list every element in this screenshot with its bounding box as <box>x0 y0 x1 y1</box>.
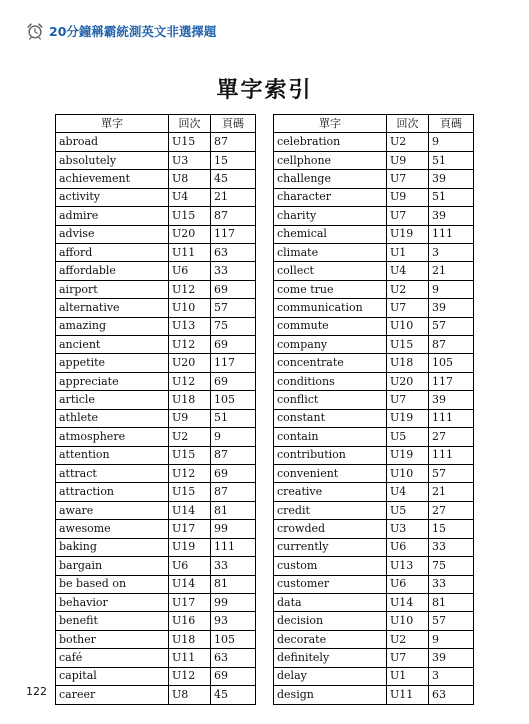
alarm-clock-icon <box>26 22 44 40</box>
entry-page: 39 <box>429 391 474 409</box>
table-row <box>56 630 256 648</box>
entry-unit: U2 <box>169 428 211 446</box>
entry-word: constant <box>274 409 387 427</box>
entry-word: amazing <box>56 317 169 335</box>
entry-page: 27 <box>429 428 474 446</box>
entry-page: 45 <box>211 686 256 704</box>
table-row <box>56 133 256 151</box>
entry-page: 27 <box>429 501 474 519</box>
column-header-page: 頁碼 <box>429 115 474 133</box>
entry-page: 39 <box>429 170 474 188</box>
entry-page: 51 <box>211 409 256 427</box>
entry-word: be based on <box>56 575 169 593</box>
entry-unit: U4 <box>387 483 429 501</box>
entry-unit: U9 <box>387 151 429 169</box>
entry-word: customer <box>274 575 387 593</box>
entry-unit: U2 <box>387 630 429 648</box>
table-row <box>274 409 474 427</box>
entry-page: 81 <box>211 501 256 519</box>
entry-word: decorate <box>274 630 387 648</box>
table-row <box>56 686 256 704</box>
entry-page: 63 <box>429 686 474 704</box>
table-row <box>56 299 256 317</box>
index-body-left <box>56 133 256 704</box>
table-row <box>274 501 474 519</box>
entry-page: 69 <box>211 336 256 354</box>
entry-unit: U7 <box>387 299 429 317</box>
entry-page: 63 <box>211 649 256 667</box>
entry-page: 93 <box>211 612 256 630</box>
entry-unit: U1 <box>387 243 429 261</box>
entry-word: credit <box>274 501 387 519</box>
table-row <box>274 428 474 446</box>
entry-unit: U4 <box>169 188 211 206</box>
entry-unit: U19 <box>387 409 429 427</box>
table-row <box>56 170 256 188</box>
entry-word: attract <box>56 465 169 483</box>
table-row <box>274 612 474 630</box>
entry-word: activity <box>56 188 169 206</box>
entry-unit: U20 <box>169 354 211 372</box>
table-row <box>274 299 474 317</box>
entry-page: 111 <box>429 225 474 243</box>
entry-word: definitely <box>274 649 387 667</box>
entry-word: abroad <box>56 133 169 151</box>
entry-word: afford <box>56 243 169 261</box>
entry-unit: U4 <box>387 262 429 280</box>
entry-word: bother <box>56 630 169 648</box>
entry-unit: U12 <box>169 372 211 390</box>
table-row <box>56 649 256 667</box>
entry-unit: U19 <box>387 446 429 464</box>
entry-unit: U20 <box>169 225 211 243</box>
page-title: 單字索引 <box>216 78 313 103</box>
entry-unit: U15 <box>169 133 211 151</box>
entry-word: decision <box>274 612 387 630</box>
entry-word: benefit <box>56 612 169 630</box>
table-row <box>274 317 474 335</box>
entry-unit: U10 <box>387 612 429 630</box>
entry-page: 117 <box>429 372 474 390</box>
table-row <box>56 409 256 427</box>
entry-page: 3 <box>429 667 474 685</box>
entry-page: 9 <box>211 428 256 446</box>
entry-page: 87 <box>211 483 256 501</box>
entry-word: career <box>56 686 169 704</box>
entry-word: custom <box>274 557 387 575</box>
table-row <box>274 280 474 298</box>
table-header-row <box>274 115 474 133</box>
table-row <box>274 133 474 151</box>
entry-word: airport <box>56 280 169 298</box>
entry-unit: U2 <box>387 133 429 151</box>
entry-unit: U3 <box>169 151 211 169</box>
entry-page: 105 <box>211 391 256 409</box>
entry-page: 69 <box>211 280 256 298</box>
table-row <box>56 428 256 446</box>
table-row <box>274 630 474 648</box>
entry-unit: U18 <box>387 354 429 372</box>
entry-unit: U15 <box>169 207 211 225</box>
entry-unit: U8 <box>169 686 211 704</box>
table-row <box>274 151 474 169</box>
entry-unit: U9 <box>169 409 211 427</box>
entry-page: 75 <box>211 317 256 335</box>
entry-page: 15 <box>211 151 256 169</box>
table-row <box>274 649 474 667</box>
entry-word: collect <box>274 262 387 280</box>
entry-unit: U14 <box>169 575 211 593</box>
entry-unit: U5 <box>387 428 429 446</box>
table-row <box>274 483 474 501</box>
entry-page: 105 <box>429 354 474 372</box>
entry-unit: U16 <box>169 612 211 630</box>
entry-page: 81 <box>211 575 256 593</box>
entry-unit: U7 <box>387 207 429 225</box>
table-row <box>56 612 256 630</box>
entry-word: design <box>274 686 387 704</box>
table-row <box>56 225 256 243</box>
entry-word: capital <box>56 667 169 685</box>
entry-word: delay <box>274 667 387 685</box>
table-row <box>274 593 474 611</box>
entry-page: 117 <box>211 225 256 243</box>
table-row <box>56 465 256 483</box>
table-row <box>56 391 256 409</box>
table-row <box>56 207 256 225</box>
entry-word: come true <box>274 280 387 298</box>
table-row <box>56 151 256 169</box>
entry-word: contain <box>274 428 387 446</box>
entry-word: awesome <box>56 520 169 538</box>
book-title: 20分鐘稱霸統測英文非選擇題 <box>49 24 217 39</box>
table-row <box>56 575 256 593</box>
entry-unit: U20 <box>387 372 429 390</box>
table-row <box>56 557 256 575</box>
entry-unit: U7 <box>387 170 429 188</box>
entry-page: 87 <box>429 336 474 354</box>
entry-word: advise <box>56 225 169 243</box>
entry-page: 57 <box>429 317 474 335</box>
entry-unit: U13 <box>387 557 429 575</box>
entry-unit: U6 <box>169 262 211 280</box>
table-row <box>274 336 474 354</box>
table-row <box>56 188 256 206</box>
entry-word: achievement <box>56 170 169 188</box>
entry-page: 57 <box>429 612 474 630</box>
entry-unit: U2 <box>387 280 429 298</box>
table-row <box>274 520 474 538</box>
entry-word: cellphone <box>274 151 387 169</box>
entry-unit: U12 <box>169 667 211 685</box>
entry-unit: U11 <box>169 243 211 261</box>
entry-word: appetite <box>56 354 169 372</box>
entry-page: 87 <box>211 207 256 225</box>
entry-word: challenge <box>274 170 387 188</box>
entry-page: 39 <box>429 649 474 667</box>
entry-unit: U12 <box>169 280 211 298</box>
entry-word: concentrate <box>274 354 387 372</box>
entry-unit: U11 <box>169 649 211 667</box>
entry-page: 99 <box>211 520 256 538</box>
entry-page: 111 <box>211 538 256 556</box>
column-header-unit: 回次 <box>387 115 429 133</box>
entry-page: 51 <box>429 151 474 169</box>
entry-unit: U6 <box>169 557 211 575</box>
table-row <box>56 280 256 298</box>
column-header-word: 單字 <box>274 115 387 133</box>
entry-page: 9 <box>429 630 474 648</box>
table-row <box>274 188 474 206</box>
entry-word: behavior <box>56 593 169 611</box>
table-row <box>274 372 474 390</box>
entry-unit: U14 <box>169 501 211 519</box>
entry-word: climate <box>274 243 387 261</box>
entry-word: contribution <box>274 446 387 464</box>
entry-unit: U17 <box>169 593 211 611</box>
entry-page: 87 <box>211 133 256 151</box>
entry-unit: U6 <box>387 538 429 556</box>
entry-word: crowded <box>274 520 387 538</box>
entry-word: charity <box>274 207 387 225</box>
entry-unit: U10 <box>387 465 429 483</box>
entry-unit: U19 <box>387 225 429 243</box>
entry-word: conflict <box>274 391 387 409</box>
entry-word: data <box>274 593 387 611</box>
entry-unit: U7 <box>387 391 429 409</box>
entry-word: celebration <box>274 133 387 151</box>
entry-word: admire <box>56 207 169 225</box>
entry-page: 87 <box>211 446 256 464</box>
table-row <box>56 336 256 354</box>
table-row <box>274 354 474 372</box>
table-header-row <box>56 115 256 133</box>
entry-page: 99 <box>211 593 256 611</box>
entry-unit: U13 <box>169 317 211 335</box>
column-header-word: 單字 <box>56 115 169 133</box>
entry-unit: U8 <box>169 170 211 188</box>
table-row <box>274 225 474 243</box>
entry-unit: U12 <box>169 336 211 354</box>
entry-unit: U12 <box>169 465 211 483</box>
entry-unit: U19 <box>169 538 211 556</box>
entry-unit: U5 <box>387 501 429 519</box>
table-row <box>56 262 256 280</box>
entry-page: 9 <box>429 133 474 151</box>
entry-page: 105 <box>211 630 256 648</box>
entry-unit: U11 <box>387 686 429 704</box>
entry-word: athlete <box>56 409 169 427</box>
table-row <box>56 501 256 519</box>
entry-page: 69 <box>211 465 256 483</box>
entry-unit: U15 <box>169 446 211 464</box>
entry-word: affordable <box>56 262 169 280</box>
entry-word: bargain <box>56 557 169 575</box>
column-header-page: 頁碼 <box>211 115 256 133</box>
entry-word: alternative <box>56 299 169 317</box>
table-row <box>274 575 474 593</box>
entry-page: 81 <box>429 593 474 611</box>
entry-word: aware <box>56 501 169 519</box>
table-row <box>274 391 474 409</box>
table-row <box>274 538 474 556</box>
entry-word: atmosphere <box>56 428 169 446</box>
table-row <box>56 243 256 261</box>
table-row <box>274 170 474 188</box>
entry-page: 33 <box>429 538 474 556</box>
table-row <box>56 354 256 372</box>
entry-word: absolutely <box>56 151 169 169</box>
entry-page: 21 <box>211 188 256 206</box>
entry-page: 51 <box>429 188 474 206</box>
entry-unit: U17 <box>169 520 211 538</box>
table-row <box>274 686 474 704</box>
entry-page: 57 <box>429 465 474 483</box>
table-row <box>56 483 256 501</box>
entry-unit: U7 <box>387 649 429 667</box>
entry-page: 111 <box>429 446 474 464</box>
entry-page: 21 <box>429 262 474 280</box>
entry-word: creative <box>274 483 387 501</box>
entry-unit: U1 <box>387 667 429 685</box>
entry-unit: U18 <box>169 630 211 648</box>
entry-page: 117 <box>211 354 256 372</box>
entry-page: 3 <box>429 243 474 261</box>
entry-page: 75 <box>429 557 474 575</box>
entry-word: article <box>56 391 169 409</box>
entry-word: commute <box>274 317 387 335</box>
page-number: 122 <box>26 685 47 698</box>
table-row <box>274 667 474 685</box>
table-row <box>56 520 256 538</box>
entry-word: currently <box>274 538 387 556</box>
index-table-right <box>273 114 474 705</box>
entry-word: attraction <box>56 483 169 501</box>
table-row <box>56 372 256 390</box>
entry-page: 39 <box>429 299 474 317</box>
entry-word: character <box>274 188 387 206</box>
entry-word: attention <box>56 446 169 464</box>
entry-word: conditions <box>274 372 387 390</box>
table-row <box>274 207 474 225</box>
entry-page: 45 <box>211 170 256 188</box>
entry-page: 33 <box>429 575 474 593</box>
entry-word: café <box>56 649 169 667</box>
entry-unit: U3 <box>387 520 429 538</box>
entry-unit: U14 <box>387 593 429 611</box>
table-row <box>274 557 474 575</box>
entry-word: baking <box>56 538 169 556</box>
entry-page: 21 <box>429 483 474 501</box>
entry-page: 33 <box>211 262 256 280</box>
table-row <box>274 465 474 483</box>
entry-unit: U15 <box>169 483 211 501</box>
entry-word: convenient <box>274 465 387 483</box>
entry-unit: U6 <box>387 575 429 593</box>
entry-word: appreciate <box>56 372 169 390</box>
entry-word: chemical <box>274 225 387 243</box>
table-row <box>274 243 474 261</box>
table-row <box>56 446 256 464</box>
entry-page: 39 <box>429 207 474 225</box>
table-row <box>56 667 256 685</box>
index-body-right <box>274 133 474 704</box>
entry-unit: U10 <box>387 317 429 335</box>
entry-page: 63 <box>211 243 256 261</box>
entry-page: 15 <box>429 520 474 538</box>
entry-page: 57 <box>211 299 256 317</box>
running-header <box>26 20 216 42</box>
entry-unit: U10 <box>169 299 211 317</box>
entry-page: 9 <box>429 280 474 298</box>
entry-word: ancient <box>56 336 169 354</box>
entry-word: communication <box>274 299 387 317</box>
entry-page: 33 <box>211 557 256 575</box>
entry-page: 69 <box>211 372 256 390</box>
table-row <box>274 262 474 280</box>
table-row <box>56 593 256 611</box>
entry-word: company <box>274 336 387 354</box>
entry-unit: U15 <box>387 336 429 354</box>
entry-page: 111 <box>429 409 474 427</box>
table-row <box>56 538 256 556</box>
entry-page: 69 <box>211 667 256 685</box>
entry-unit: U18 <box>169 391 211 409</box>
index-table-left <box>55 114 256 705</box>
entry-unit: U9 <box>387 188 429 206</box>
table-row <box>56 317 256 335</box>
column-header-unit: 回次 <box>169 115 211 133</box>
table-row <box>274 446 474 464</box>
